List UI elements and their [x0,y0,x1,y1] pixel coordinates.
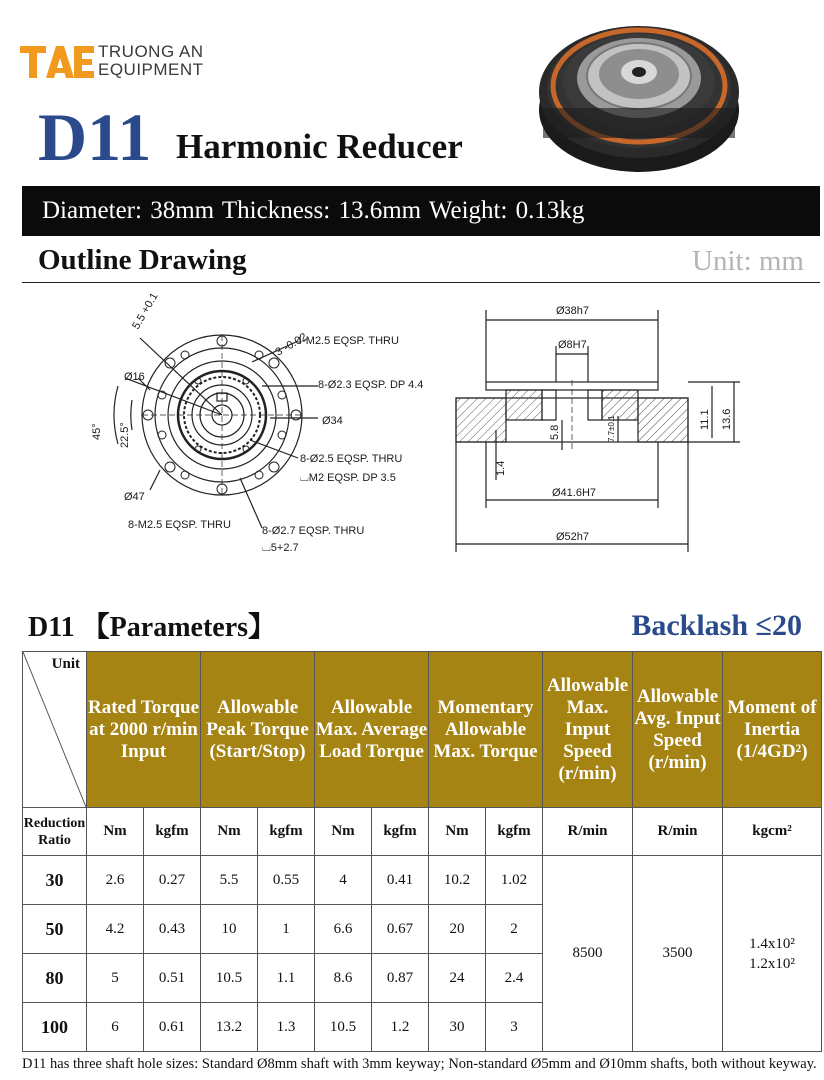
subheader-cell: kgfm [486,808,543,856]
label-d38: Ø38h7 [556,305,590,317]
unit-label: Unit: mm [692,245,804,277]
subheader-cell: Nm [201,808,258,856]
brand-line1: TRUONG AN [98,42,204,61]
parameters-title: D11 【Parameters】 [28,612,277,643]
value-cell: 10.5 [315,1003,372,1052]
unit-label-cell: Unit [51,656,80,672]
ratio-cell: 50 [23,905,87,954]
backlash-label: Backlash ≤20 [631,609,802,642]
inertia-cell [723,856,822,1052]
brand-name [98,43,204,79]
label-8m25: 8-M2.5 EQSP. THRU [128,519,231,531]
tae-logo-icon [20,42,94,80]
label-d416: Ø41.6H7 [552,487,597,499]
value-cell: 6.6 [315,905,372,954]
value-cell: 20 [429,905,486,954]
subheader-cell: Nm [429,808,486,856]
table-row [23,856,822,905]
inertia-value: 1.2x10² [749,955,795,972]
header-max-input-speed: Allowable Max. Input Speed (r/min) [543,652,633,808]
label-1-4: 1.4 [495,460,507,476]
label-d52: Ø52h7 [556,531,590,543]
label-7-7: 7.7±0.1 [607,415,616,442]
product-photo [535,12,743,177]
diagonal-divider [23,652,86,807]
value-cell: 0.41 [372,856,429,905]
value-cell: 2.6 [87,856,144,905]
value-cell: 8.6 [315,954,372,1003]
unit-ratio-corner [23,652,87,808]
subheader-cell: R/min [543,808,633,856]
subheader-cell: R/min [633,808,723,856]
value-cell: 4.2 [87,905,144,954]
label-22-5deg: 22.5° [119,422,131,448]
subheader-cell: kgfm [258,808,315,856]
subheader-cell: Nm [315,808,372,856]
subheader-cell: Nm [87,808,144,856]
section-view [456,310,740,552]
label-8d27: 8-Ø2.7 EQSP. THRU [262,525,365,537]
label-d34: Ø34 [322,415,343,427]
header-avg-input-speed: Allowable Avg. Input Speed (r/min) [633,652,723,808]
brand-line2: EQUIPMENT [98,60,204,79]
avg-input-speed-cell: 3500 [633,856,723,1052]
value-cell: 3 [486,1003,543,1052]
value-cell: 10.5 [201,954,258,1003]
ratio-cell: 100 [23,1003,87,1052]
label-d8: Ø8H7 [558,339,587,351]
header-momentary-torque: Momentary Allowable Max. Torque [429,652,543,808]
ratio-cell: 30 [23,856,87,905]
value-cell: 0.43 [144,905,201,954]
product-subtitle: Harmonic Reducer [176,127,463,166]
shaft-note: D11 has three shaft hole sizes: Standard Ø8mm shaft with 3mm keyway; Non-standard Ø5mm and Ø10mm shafts, both without keyway. [22,1056,817,1072]
value-cell: 5.5 [201,856,258,905]
value-cell: 10.2 [429,856,486,905]
model-title: D11 [38,99,152,175]
label-d27b: ⌴5+2.7 [262,542,299,554]
label-8d23: 8-Ø2.3 EQSP. DP 4.4 [318,379,424,391]
ratio-cell: 80 [23,954,87,1003]
value-cell: 10 [201,905,258,954]
label-m2: ⌴M2 EQSP. DP 3.5 [300,472,396,484]
label-13-6: 13.6 [721,408,733,430]
header-avg-load-torque: Allowable Max. Average Load Torque [315,652,429,808]
value-cell: 1.3 [258,1003,315,1052]
label-4m25: 4-M2.5 EQSP. THRU [296,335,399,347]
header-peak-torque: Allowable Peak Torque (Start/Stop) [201,652,315,808]
parameters-table [22,651,822,1052]
value-cell: 30 [429,1003,486,1052]
value-cell: 1.02 [486,856,543,905]
label-8d25: 8-Ø2.5 EQSP. THRU [300,453,403,465]
divider [22,282,820,283]
label-5-8: 5.8 [549,424,561,440]
subheader-cell: kgfm [372,808,429,856]
value-cell: 0.87 [372,954,429,1003]
value-cell: 0.61 [144,1003,201,1052]
value-cell: 0.67 [372,905,429,954]
value-cell: 13.2 [201,1003,258,1052]
outline-title: Outline Drawing [38,244,247,276]
label-45deg: 45° [91,423,103,440]
outline-drawing [0,290,824,590]
label-5-5: 5.5 +0.1 [130,290,161,332]
value-cell: 2 [486,905,543,954]
label-11-1: 11.1 [699,409,711,430]
value-cell: 0.55 [258,856,315,905]
value-cell: 0.51 [144,954,201,1003]
value-cell: 1 [258,905,315,954]
header-rated-torque: Rated Torque at 2000 r/min Input [87,652,201,808]
label-d16: Ø16 [124,371,145,383]
brand-logo [20,42,230,86]
subheader-cell: kgfm [144,808,201,856]
value-cell: 24 [429,954,486,1003]
ratio-label-cell: Reduction Ratio [23,808,87,856]
value-cell: 4 [315,856,372,905]
inertia-value: 1.4x10² [749,935,795,952]
subheader-cell: kgcm² [723,808,822,856]
value-cell: 0.27 [144,856,201,905]
label-3: 3 -0.02 [273,331,310,359]
max-input-speed-cell: 8500 [543,856,633,1052]
spec-bar: Diameter: 38mm Thickness: 13.6mm Weight: 0.13kg [22,186,820,236]
label-d47: Ø47 [124,491,145,503]
header-moment-inertia: Moment of Inertia (1/4GD²) [723,652,822,808]
value-cell: 1.1 [258,954,315,1003]
value-cell: 6 [87,1003,144,1052]
value-cell: 1.2 [372,1003,429,1052]
value-cell: 5 [87,954,144,1003]
value-cell: 2.4 [486,954,543,1003]
